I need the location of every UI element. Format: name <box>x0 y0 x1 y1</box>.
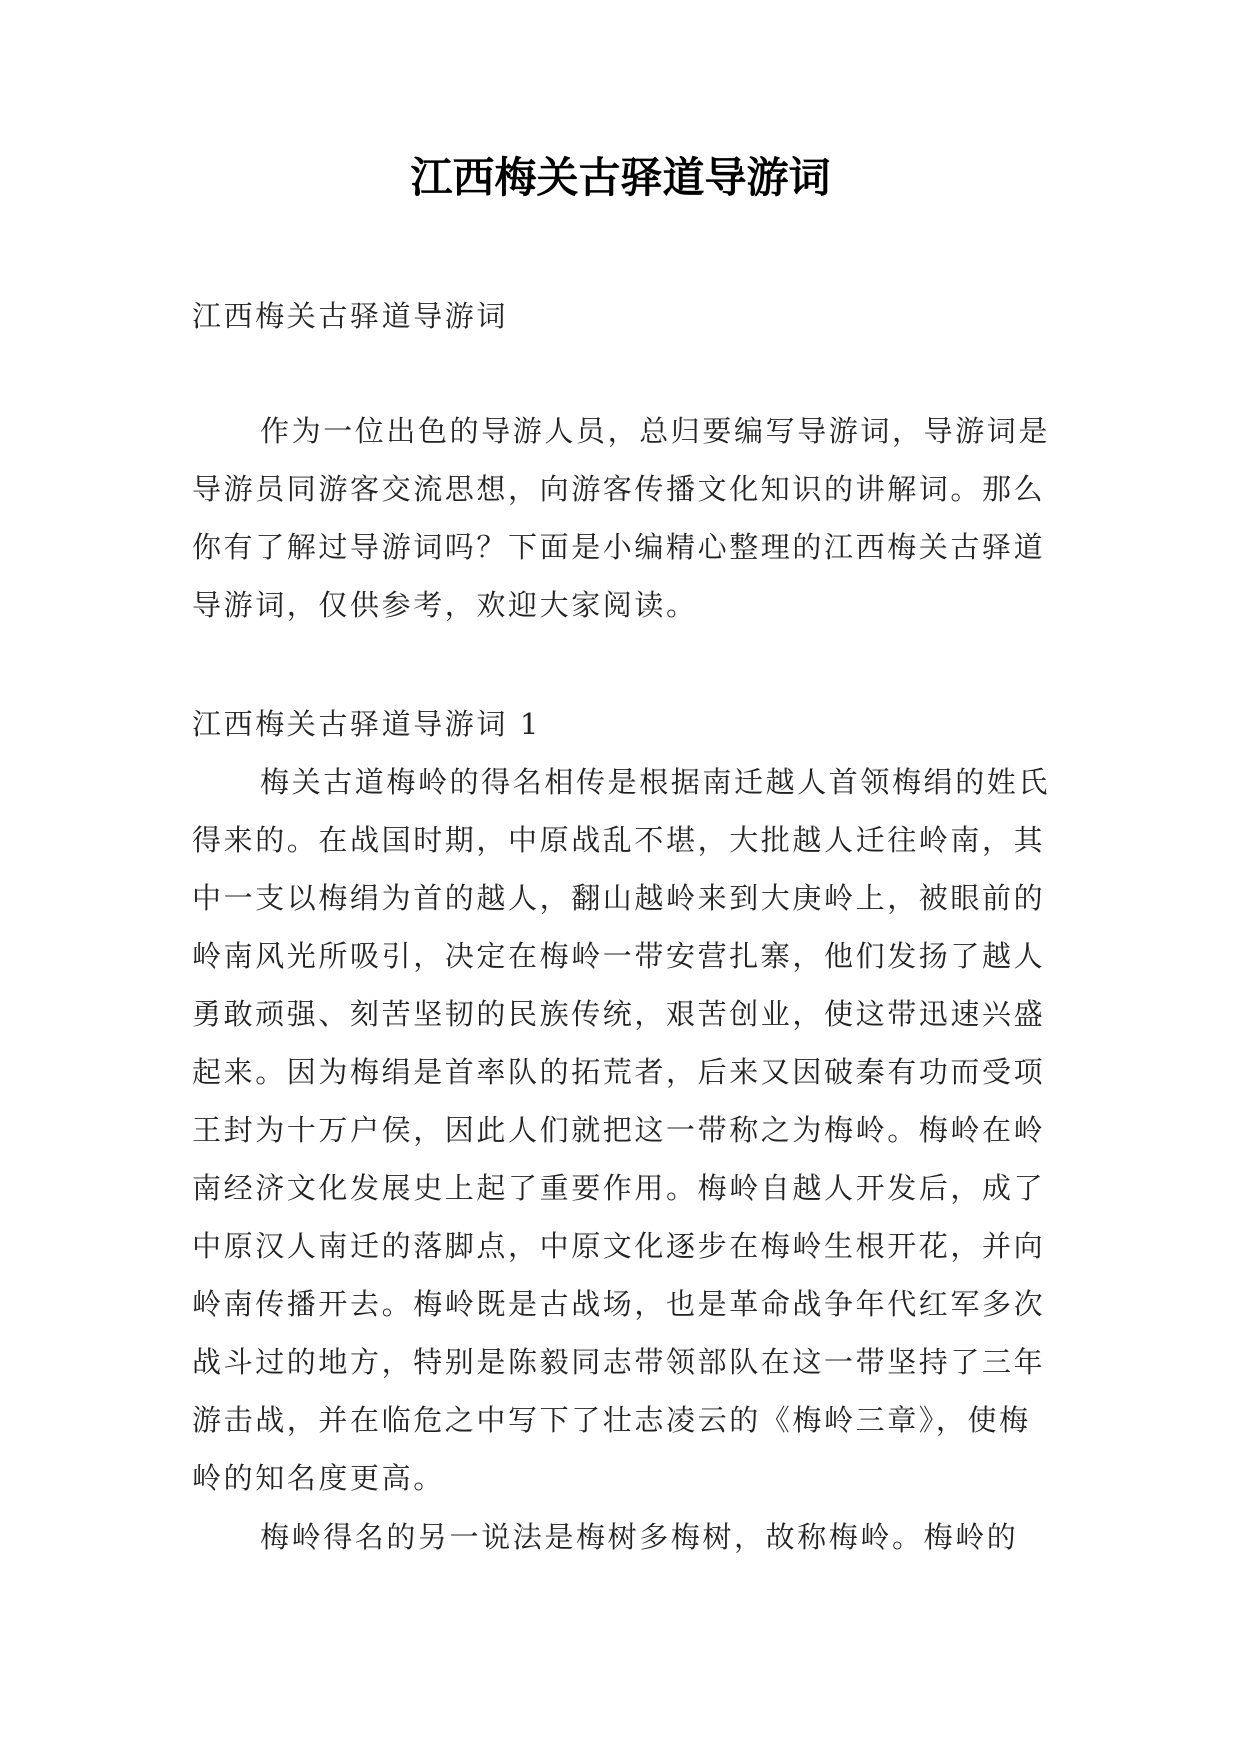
intro-paragraph: 作为一位出色的导游人员，总归要编写导游词，导游词是导游员同游客交流思想，向游客传播文化知识的讲解词。那么你有了解过导游词吗？下面是小编精心整理的江西梅关古驿道导游词，仅供参考，欢迎大家阅读。 <box>192 414 1051 622</box>
document-title: 江西梅关古驿道导游词 <box>410 153 831 202</box>
body-paragraph: 梅岭得名的另一说法是梅树多梅树，故称梅岭。梅岭的 <box>260 1520 1019 1554</box>
body-paragraph: 梅关古道梅岭的得名相传是根据南迁越人首领梅绢的姓氏得来的。在战国时期，中原战乱不堪，大批越人迁往岭南，其中一支以梅绢为首的越人，翻山越岭来到大庚岭上，被眼前的岭南风光所吸引，决定在梅岭一带安营扎寨，他们发扬了越人勇敢顽强、刻苦坚韧的民族传统，艰苦创业，使这带迅速兴盛起来。因为梅绢是首率队的拓荒者，后来又因破秦有功而受项王封为十万户侯，因此人们就把这一带称之为梅岭。梅岭在岭南经济文化发展史上起了重要作用。梅岭自越人开发后，成了中原汉人南迁的落脚点，中原文化逐步在梅岭生根开花，并向岭南传播开去。梅岭既是古战场，也是革命战争年代红军多次战斗过的地方，特别是陈毅同志带领部队在这一带坚持了三年游击战，并在临危之中写下了壮志凌云的《梅岭三章》，使梅岭的知名度更高。 <box>192 765 1051 1495</box>
document-subtitle: 江西梅关古驿道导游词 <box>192 299 509 333</box>
section-heading: 江西梅关古驿道导游词 1 <box>192 707 541 741</box>
